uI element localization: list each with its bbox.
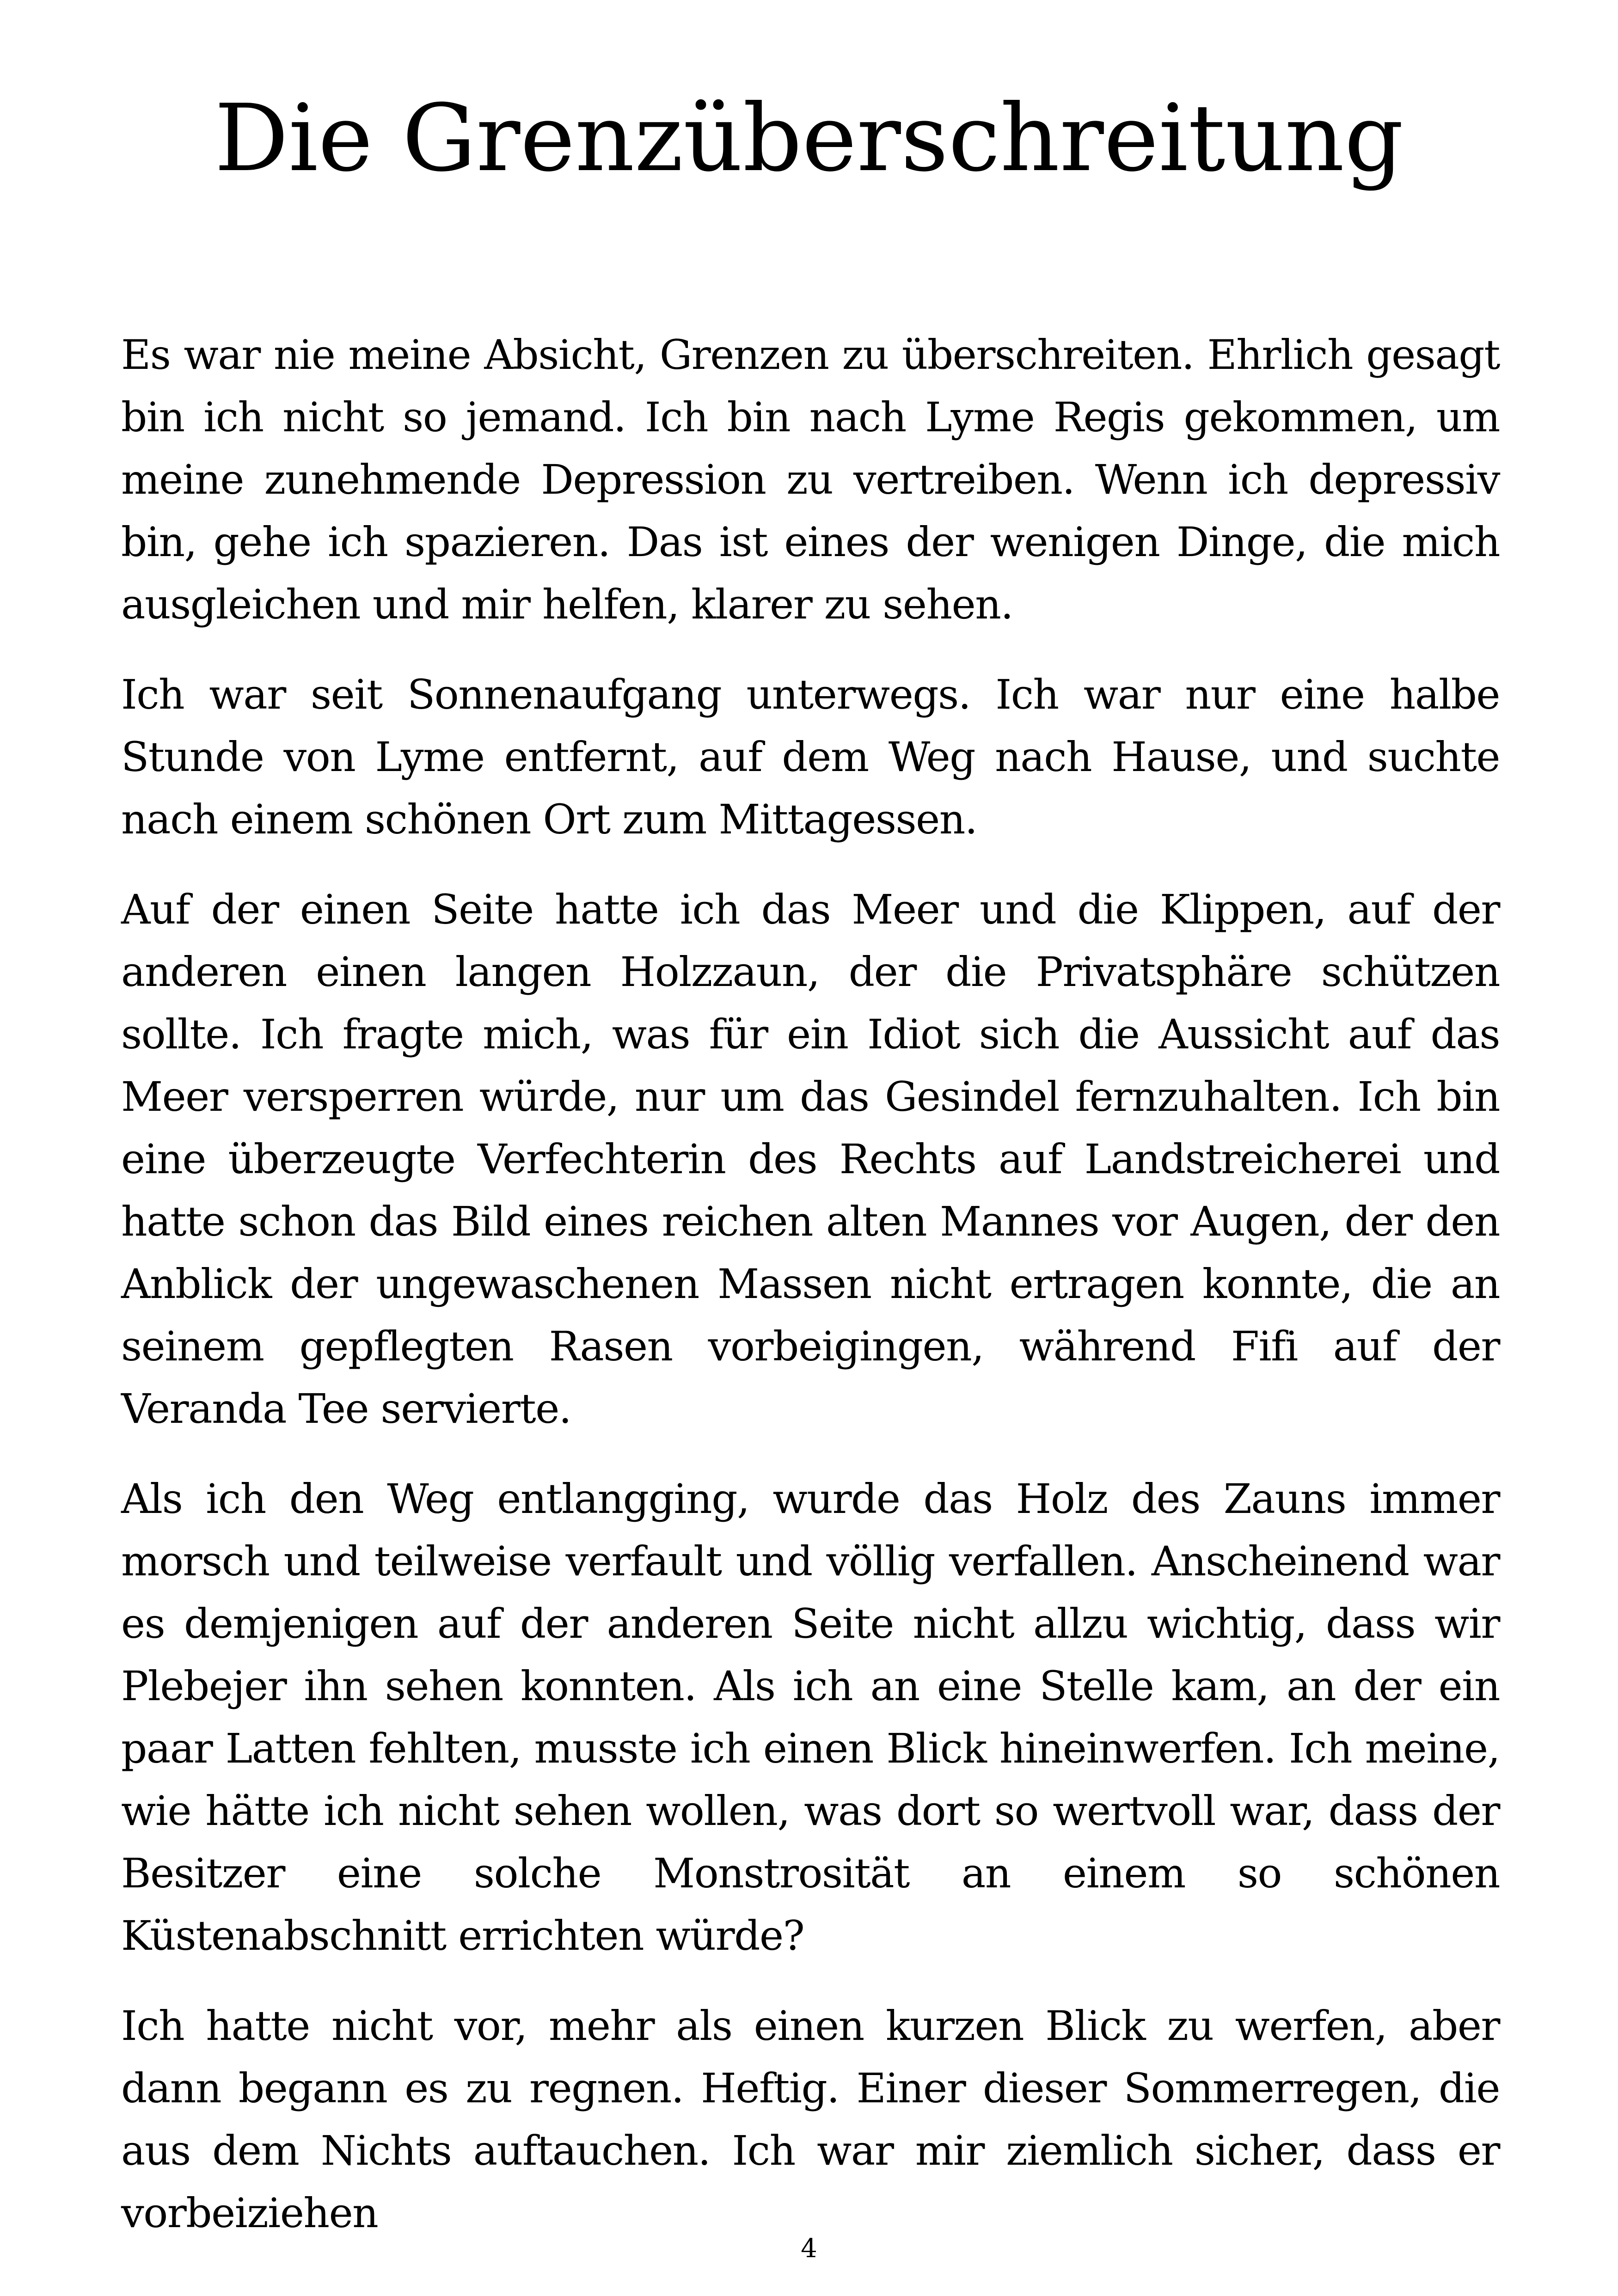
paragraph-4: Als ich den Weg entlangging, wurde das Holz des Zauns immer morsch und teilweise verfault und völlig verfallen. Anscheinend war es demjenigen auf der anderen Seite nicht allzu wichtig, dass wir Plebejer ihn sehen konnten. Als ich an eine Stelle kam, an der ein paar Latten fehlten, musste ich einen Blick hineinwerfen. Ich meine, wie hätte ich nicht sehen wollen, was dort so wertvoll war, dass der Besitzer eine solche Monstrosität an einem so schönen Küstenabschnitt errichten würde? [121,1475,1500,1959]
paragraph-3: Auf der einen Seite hatte ich das Meer und die Klippen, auf der anderen einen langen Holzzaun, der die Privatsphäre schützen sollte. Ich fragte mich, was für ein Idiot sich die Aussicht auf das Meer versperren würde, nur um das Gesindel fernzuhalten. Ich bin eine überzeugte Verfechterin des Rechts auf Landstreicherei und hatte schon das Bild eines reichen alten Mannes vor Augen, der den Anblick der ungewaschenen Massen nicht ertragen konnte, die an seinem gepflegten Rasen vorbeigingen, während Fifi auf der Veranda Tee servierte. [121,886,1500,1433]
body-text [121,324,1500,2244]
paragraph-1: Es war nie meine Absicht, Grenzen zu überschreiten. Ehrlich gesagt bin ich nicht so jemand. Ich bin nach Lyme Regis gekommen, um meine zunehmende Depression zu vertreiben. Wenn ich depressiv bin, gehe ich spazieren. Das ist eines der wenigen Dinge, die mich ausgleichen und mir helfen, klarer zu sehen. [121,331,1500,628]
chapter-title: Die Grenzüberschreitung [214,85,1404,192]
page-number: 4 [801,2234,817,2264]
paragraph-2: Ich war seit Sonnenaufgang unterwegs. Ich war nur eine halbe Stunde von Lyme entfernt, auf dem Weg nach Hause, und suchte nach einem schönen Ort zum Mittagessen. [121,671,1500,843]
paragraph-5: Ich hatte nicht vor, mehr als einen kurzen Blick zu werfen, aber dann begann es zu regnen. Heftig. Einer dieser Sommerregen, die aus dem Nichts auftauchen. Ich war mir ziemlich sicher, dass er vorbeiziehen [121,2002,1500,2237]
